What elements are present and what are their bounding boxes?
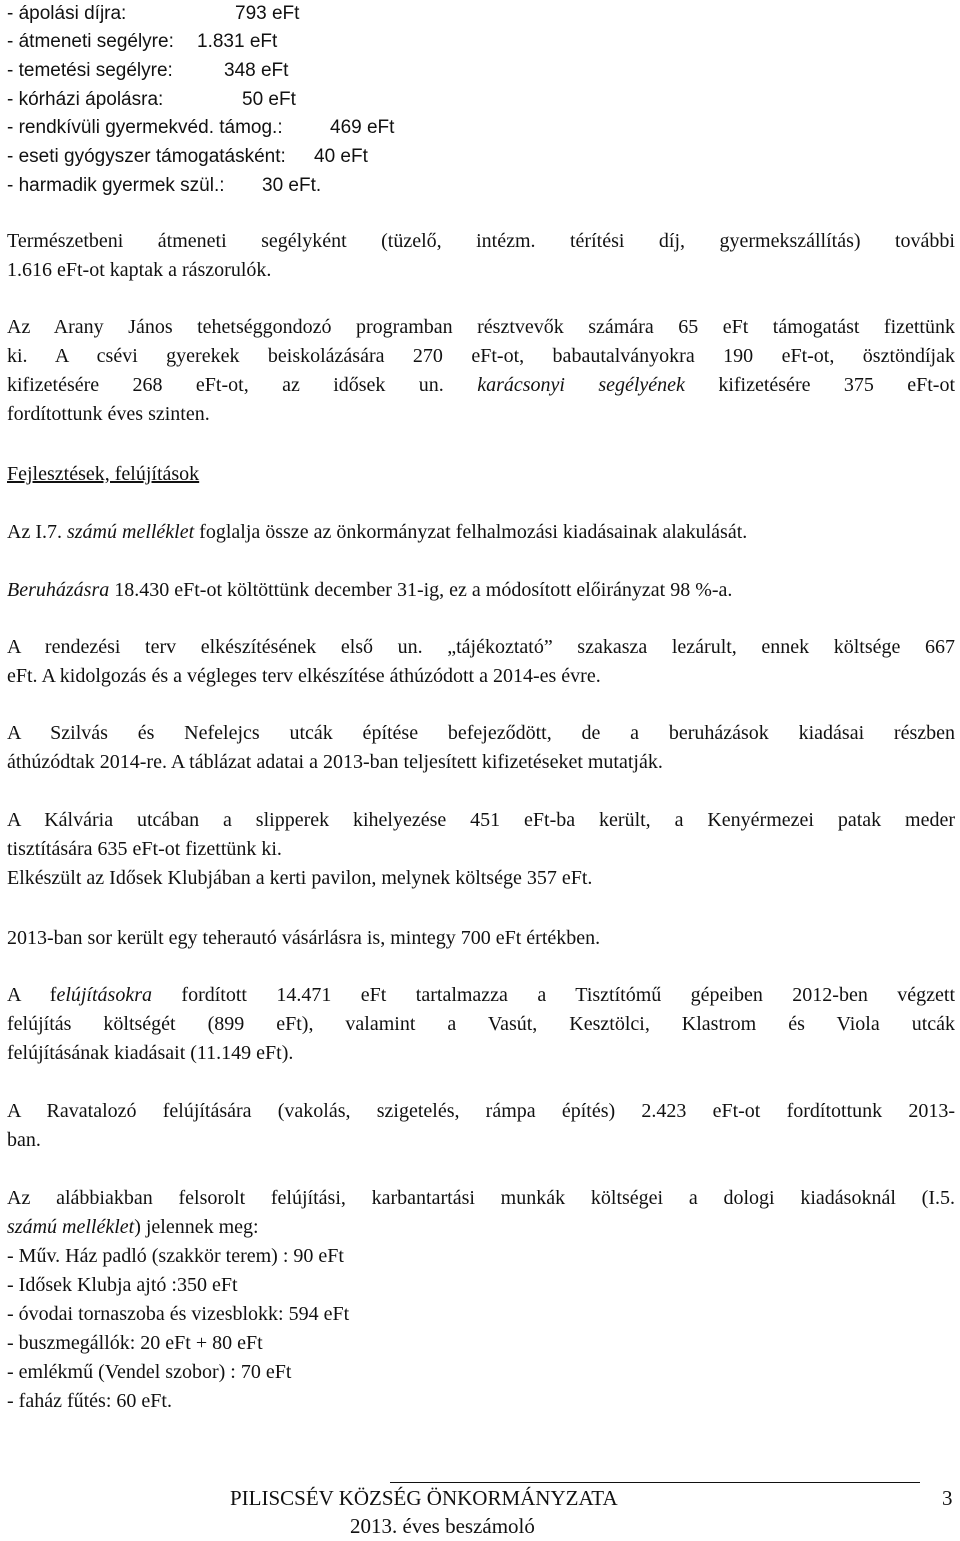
- footer-subtitle: 2013. éves beszámoló: [350, 1514, 535, 1538]
- text-line: eFt. A kidolgozás és a végleges terv elkészítése áthúzódott a 2014-es évre.: [7, 665, 601, 687]
- paragraph: [7, 633, 955, 691]
- list-item: [7, 86, 296, 114]
- list-item-label: - rendkívüli gyermekvéd. támog.:: [7, 117, 283, 138]
- text-line: [7, 1213, 955, 1242]
- text-line: A Szilvás és Nefelejcs utcák építése befejeződött, de a beruházások kiadásai részben: [7, 722, 955, 744]
- text-line: Természetbeni átmeneti segélyként (tüzelő, intézm. térítési díj, gyermekszállítás) további: [7, 230, 955, 252]
- paragraph: [7, 806, 955, 893]
- text-run-italic: elújításokra: [56, 984, 152, 1006]
- text-line: ban.: [7, 1129, 41, 1151]
- text-run: foglalja össze az önkormányzat felhalmozási kiadásainak alakulását.: [194, 521, 748, 543]
- list-item: [7, 172, 321, 200]
- list-item: [7, 1300, 349, 1328]
- paragraph: [7, 924, 600, 952]
- list-item: [7, 143, 368, 171]
- paragraph: [7, 518, 747, 546]
- text-run: A f: [7, 984, 57, 1006]
- list-item: [7, 1387, 172, 1415]
- paragraph: [7, 576, 732, 604]
- paragraph: [7, 313, 955, 429]
- list-item-label: - eseti gyógyszer támogatásként:: [7, 146, 286, 167]
- text-run: ) jelennek meg:: [134, 1216, 259, 1238]
- list-item: [7, 0, 299, 28]
- list-item-value: 40 eFt: [314, 146, 368, 167]
- text-run: kifizetésére 375 eFt-ot: [684, 374, 956, 396]
- text-run: 2013-ban sor került egy teherautó vásárlásra is, mintegy 700 eFt értékben.: [7, 927, 601, 949]
- paragraph: [7, 227, 955, 285]
- text-line: ki. A csévi gyerekek beiskolázására 270 eFt-ot, babautalványokra 190 eFt-ot, ösztöndíjak: [7, 345, 955, 367]
- text-run: fordított 14.471 eFt tartalmazza a Tisztítómű gépeiben 2012-ben végzett: [151, 984, 956, 1006]
- list-item: [7, 1358, 291, 1386]
- text-run: kifizetésére 268 eFt-ot, az idősek un.: [7, 374, 478, 396]
- section-heading: [7, 460, 199, 488]
- text-line: felújítás költségét (899 eFt), valamint a Vasút, Kesztölci, Klastrom és Viola utcák: [7, 1013, 955, 1035]
- list-item-value: 469 eFt: [330, 117, 395, 138]
- text-line: felújításának kiadásait (11.149 eFt).: [7, 1042, 294, 1064]
- text-run-italic: Beruházásra: [7, 579, 110, 601]
- footer-divider: [390, 1482, 920, 1483]
- paragraph: [7, 1184, 955, 1242]
- list-item-label: - ápolási díjra:: [7, 3, 127, 24]
- list-item-label: - temetési segélyre:: [7, 60, 173, 81]
- list-item-value: 348 eFt: [224, 60, 289, 81]
- text-line: tisztítására 635 eFt-ot fizettünk ki.: [7, 838, 282, 860]
- list-item-text: - Műv. Ház padló (szakkör terem) : 90 eFt: [7, 1245, 344, 1267]
- list-item-value: 50 eFt: [242, 89, 296, 110]
- list-item: [7, 57, 288, 85]
- list-item-text: - buszmegállók: 20 eFt + 80 eFt: [7, 1332, 263, 1354]
- text-line: [7, 371, 955, 400]
- text-run-italic: számú melléklet: [66, 521, 195, 543]
- text-line: Elkészült az Idősek Klubjában a kerti pavilon, melynek költsége 357 eFt.: [7, 867, 593, 889]
- text-line: Az alábbiakban felsorolt felújítási, karbantartási munkák költségei a dologi kiadásoknál (I.5.: [7, 1187, 955, 1209]
- text-run: 18.430 eFt-ot költöttünk december 31-ig, ez a módosított előirányzat 98 %-a.: [109, 579, 733, 601]
- list-item: [7, 28, 277, 56]
- paragraph: [7, 719, 955, 777]
- text-line: A Ravatalozó felújítására (vakolás, szigetelés, rámpa építés) 2.423 eFt-ot fordítottunk 2013-: [7, 1100, 955, 1122]
- text-line: áthúzódtak 2014-re. A táblázat adatai a 2013-ban teljesített kifizetéseket mutatják.: [7, 751, 663, 773]
- text-line: fordítottunk éves szinten.: [7, 403, 210, 425]
- page-number: 3: [942, 1486, 953, 1510]
- text-line: Az Arany János tehetséggondozó programban résztvevők számára 65 eFt támogatást fizettünk: [7, 316, 955, 338]
- footer-title: PILISCSÉV KÖZSÉG ÖNKORMÁNYZATA: [230, 1486, 618, 1510]
- list-item: [7, 1329, 263, 1357]
- list-item-value: 30 eFt.: [262, 175, 322, 196]
- list-item: [7, 114, 394, 142]
- paragraph: [7, 981, 955, 1068]
- list-item-text: - Idősek Klubja ajtó :350 eFt: [7, 1274, 238, 1296]
- list-item-text: - faház fűtés: 60 eFt.: [7, 1390, 172, 1412]
- list-item-value: 793 eFt: [235, 3, 300, 24]
- list-item-text: - óvodai tornaszoba és vizesblokk: 594 eFt: [7, 1303, 350, 1325]
- text-run: Az I.7.: [7, 521, 67, 543]
- list-item-label: - harmadik gyermek szül.:: [7, 175, 225, 196]
- section-heading-text: Fejlesztések, felújítások: [7, 463, 200, 485]
- paragraph: [7, 1097, 955, 1155]
- text-line: [7, 981, 955, 1010]
- text-line: A Kálvária utcában a slipperek kihelyezése 451 eFt-ba került, a Kenyérmezei patak meder: [7, 809, 955, 831]
- list-item-label: - kórházi ápolásra:: [7, 89, 164, 110]
- list-item: [7, 1271, 238, 1299]
- list-item-text: - emlékmű (Vendel szobor) : 70 eFt: [7, 1361, 292, 1383]
- list-item: [7, 1242, 344, 1270]
- text-line: A rendezési terv elkészítésének első un. „tájékoztató” szakasza lezárult, ennek költsége 667: [7, 636, 955, 658]
- text-run-italic: karácsonyi segélyének: [477, 374, 685, 396]
- list-item-value: 1.831 eFt: [197, 31, 278, 52]
- text-line: 1.616 eFt-ot kaptak a rászorulók.: [7, 259, 272, 281]
- list-item-label: - átmeneti segélyre:: [7, 31, 174, 52]
- text-run-italic: számú melléklet: [7, 1216, 135, 1238]
